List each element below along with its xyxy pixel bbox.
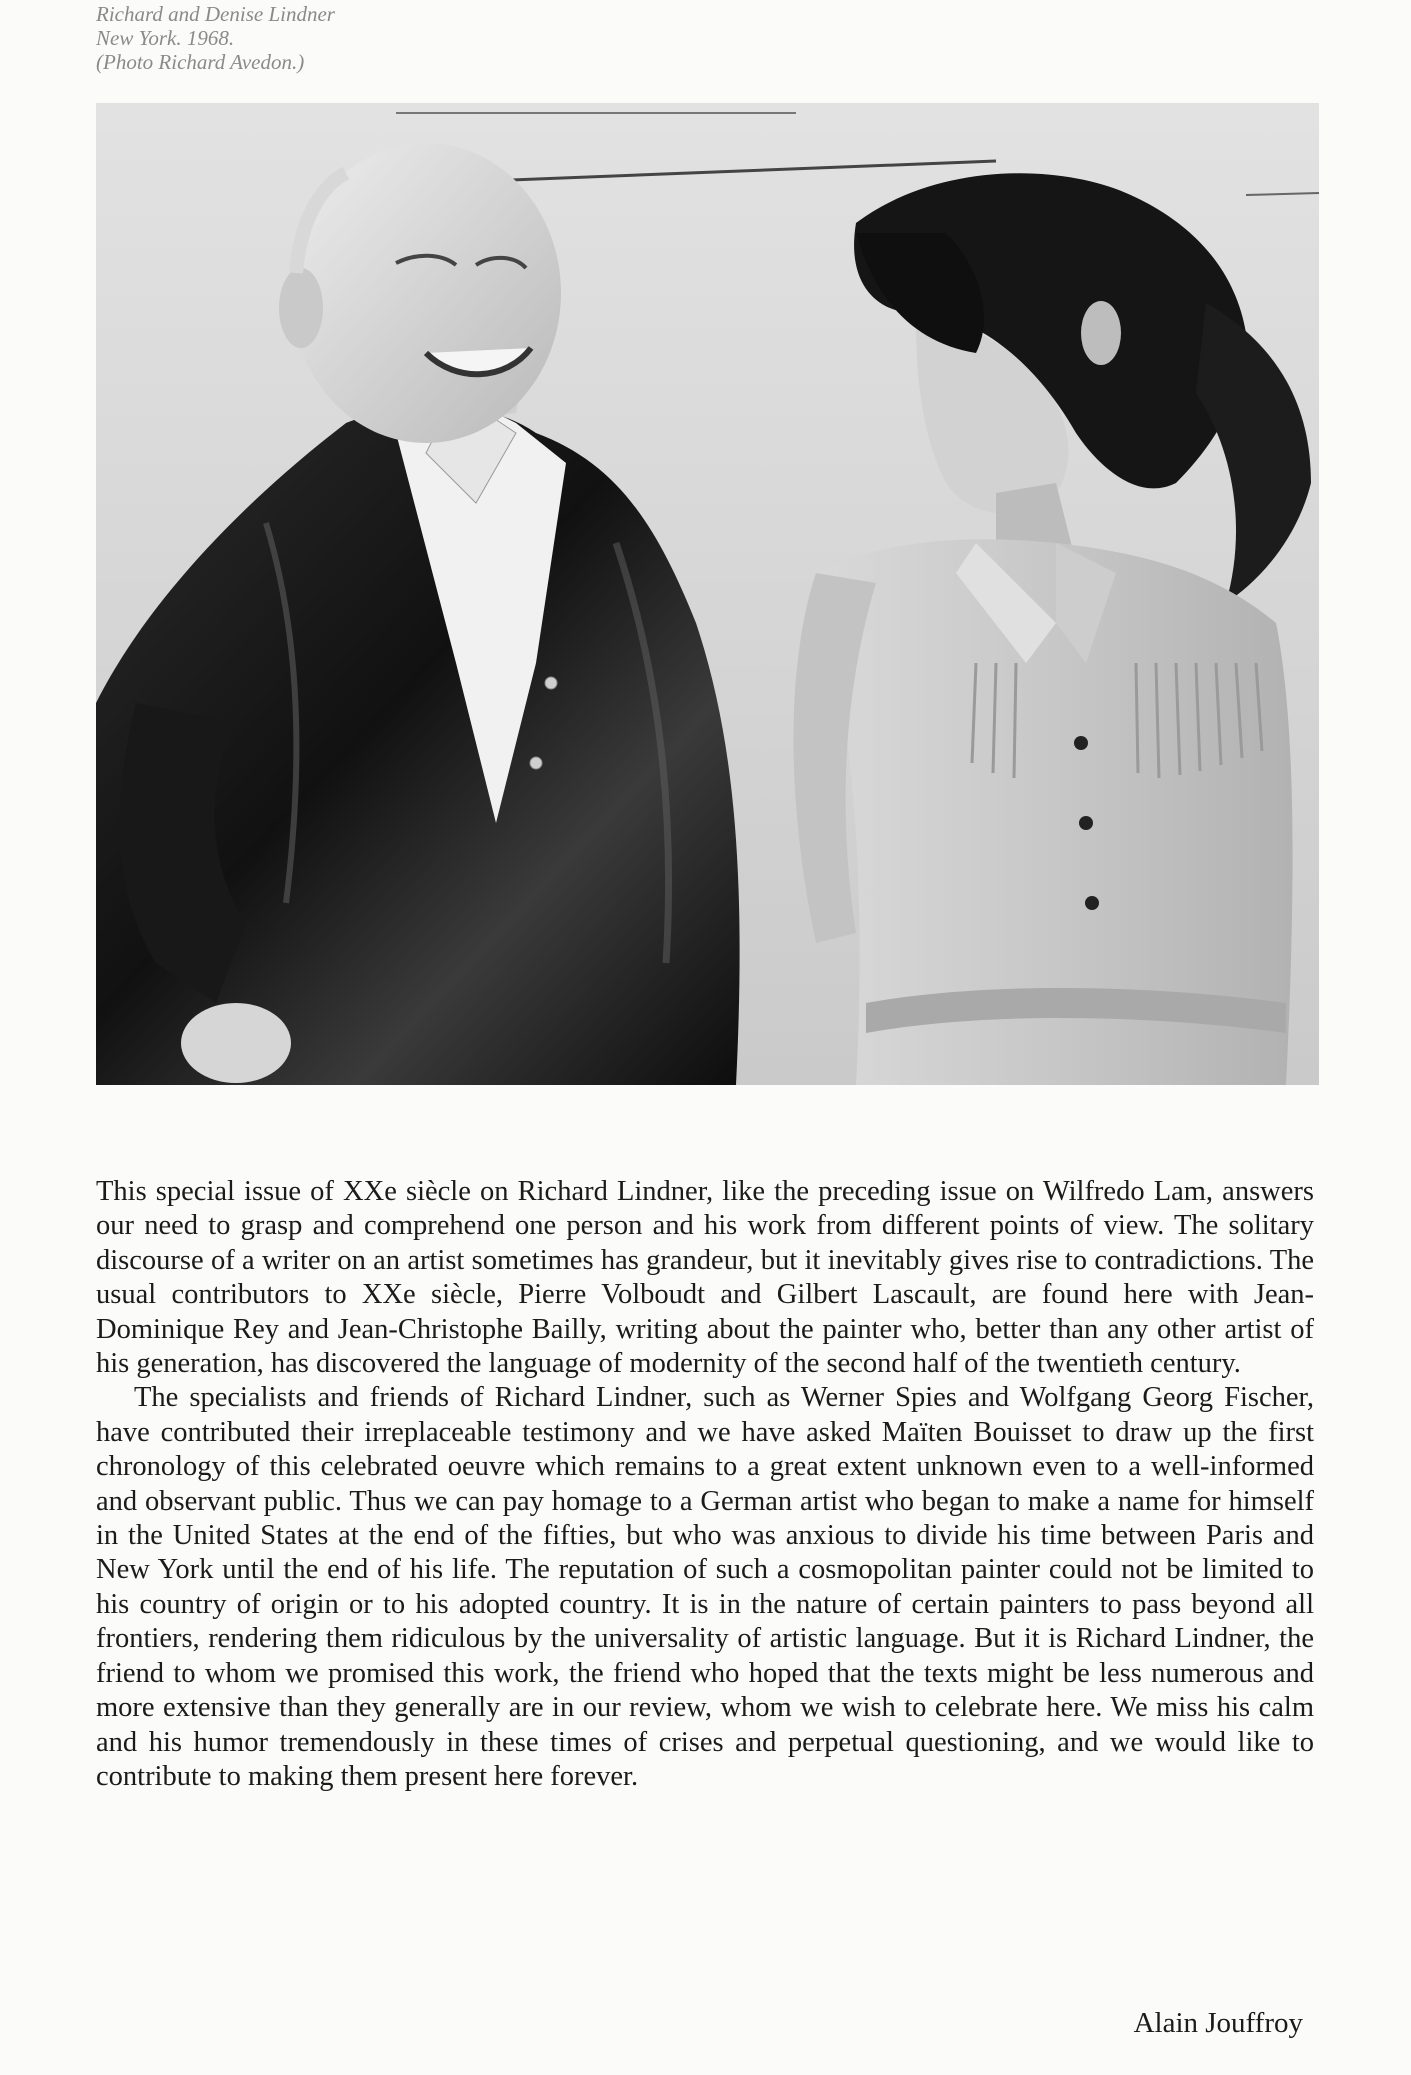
caption-line-place-date: New York. 1968. [96,26,235,50]
caption-line-credit: (Photo Richard Avedon.) [96,50,305,74]
portrait-photo [96,103,1319,1085]
portrait-illustration [96,103,1319,1085]
author-signature: Alain Jouffroy [1133,2007,1303,2039]
article-body [96,1175,1314,1794]
article-paragraph-2: The specialists and friends of Richard Lindner, such as Werner Spies and Wolfgang Georg Fischer, have contributed their irreplaceable testimony and we have asked Maïten Bouisset to draw up the first chronology of this celebrated oeuvre which remains to a great extent unknown even to a well-informed and observant public. Thus we can pay homage to a German artist who began to make a name for himself in the United States at the end of the fifties, but who was anxious to divide his time between Paris and New York until the end of his life. The reputation of such a cosmopolitan painter could not be limited to his country of origin or to his adopted country. It is in the nature of certain painters to pass beyond all frontiers, rendering them ridiculous by the universality of artistic language. But it is Richard Lindner, the friend to whom we promised this work, the friend who hoped that the texts might be less numerous and more extensive than they generally are in our review, whom we wish to celebrate here. We miss his calm and his humor tremendously in these times of crises and perpetual questioning, and we would like to contribute to making them present here forever. [96,1382,1314,1792]
photo-caption [96,2,516,74]
caption-line-names: Richard and Denise Lindner [96,2,335,26]
article-paragraph-1: This special issue of XXe siècle on Richard Lindner, like the preceding issue on Wilfredo Lam, answers our need to grasp and comprehend one person and his work from different points of view. The solitary discourse of a writer on an artist sometimes has grandeur, but it inevitably gives rise to contradictions. The usual contributors to XXe siècle, Pierre Volboudt and Gilbert Lascault, are found here with Jean-Dominique Rey and Jean-Christophe Bailly, writing about the painter who, better than any other artist of his generation, has discovered the language of modernity of the second half of the twentieth century. [96,1176,1314,1380]
